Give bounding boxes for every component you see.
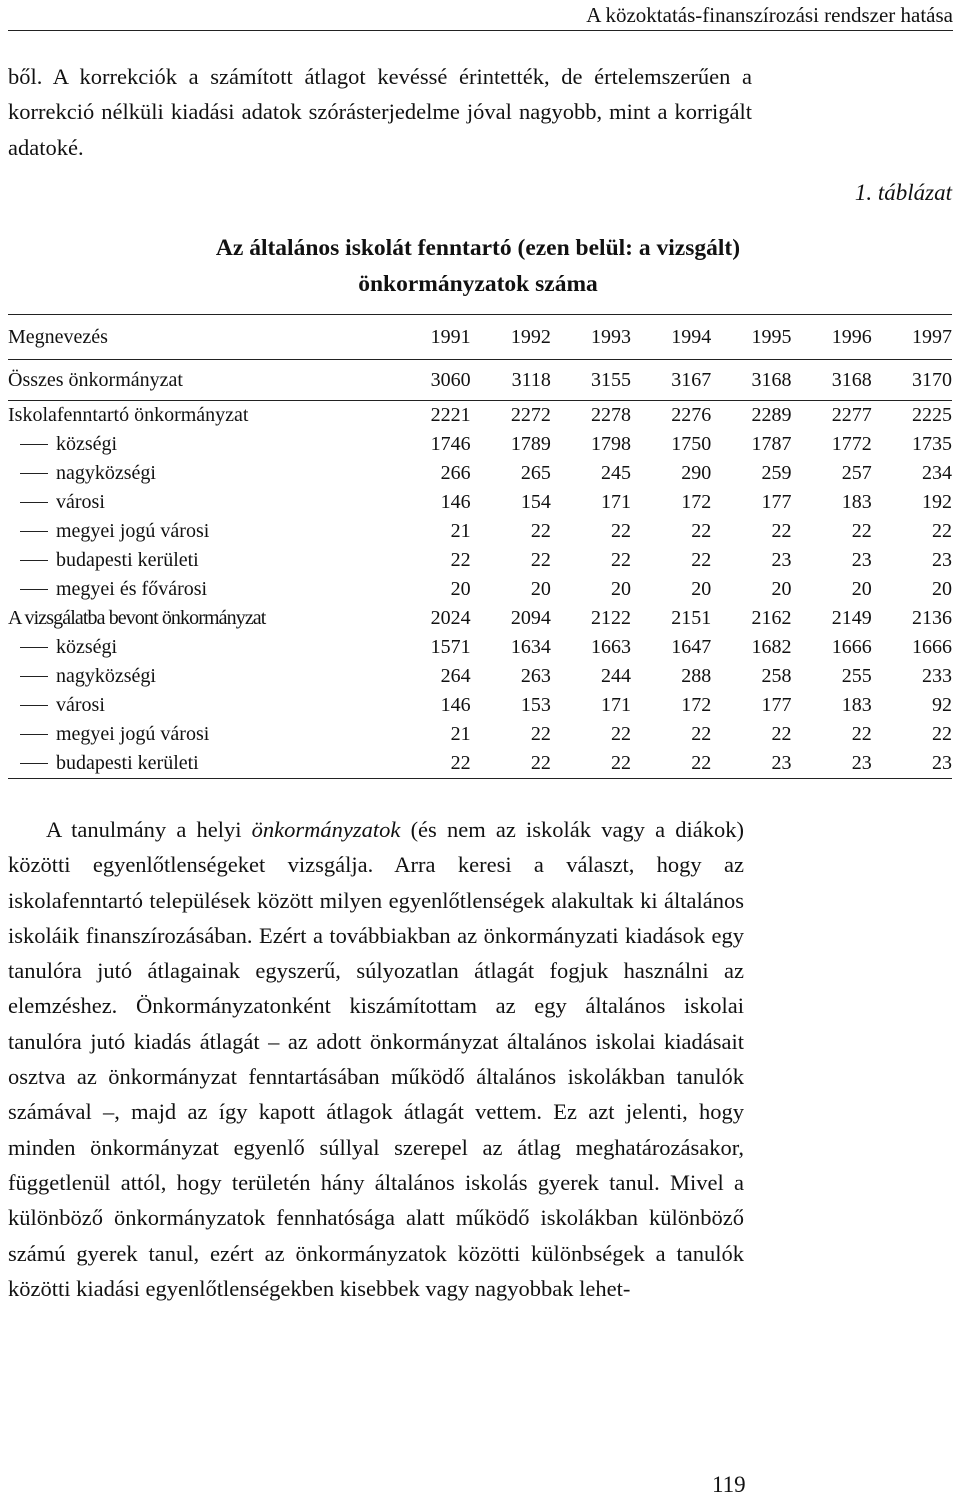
row-label-text: megyei jogú városi <box>56 723 210 745</box>
table-cell: 22 <box>691 549 712 571</box>
row-label <box>8 604 390 633</box>
header-cell: 1991 <box>390 315 470 360</box>
table-cell: 2225 <box>912 404 952 426</box>
table-cell: 20 <box>691 578 712 600</box>
row-label: Összes önkormányzat <box>8 360 390 401</box>
table-cell: 146 <box>440 491 471 513</box>
table-cell: 22 <box>611 723 632 745</box>
table-row <box>8 488 952 517</box>
dash-icon <box>20 444 48 445</box>
header-cell: 1994 <box>631 315 711 360</box>
dash-icon <box>20 734 48 735</box>
row-label <box>8 401 390 431</box>
table-cell: 1666 <box>831 636 872 658</box>
table-cell: 1746 <box>430 433 471 455</box>
table-row-total <box>8 360 952 401</box>
header-cell: Megnevezés <box>8 315 390 360</box>
table-cell: 23 <box>932 549 952 571</box>
table-title-line-2: önkormányzatok száma <box>358 271 598 297</box>
row-label-text: nagyközségi <box>56 665 156 687</box>
table-cell: 22 <box>551 749 631 779</box>
table-cell: 22 <box>771 520 792 542</box>
dash-icon <box>20 560 48 561</box>
dash-icon <box>20 763 48 764</box>
row-label-text: megyei jogú városi <box>56 520 210 542</box>
table-cell: 2221 <box>430 404 471 426</box>
table-cell: 3170 <box>872 360 952 401</box>
table-cell: 20 <box>932 578 952 600</box>
table-cell: 3060 <box>390 360 470 401</box>
row-label <box>8 691 390 720</box>
table-cell: 1787 <box>751 433 792 455</box>
row-label-text: községi <box>56 433 118 455</box>
table-cell: 257 <box>841 462 872 484</box>
table-label: 1. táblázat <box>854 180 952 205</box>
table-cell: 266 <box>440 462 471 484</box>
table-row <box>8 546 952 575</box>
dash-icon <box>20 502 48 503</box>
table-cell: 177 <box>761 694 792 716</box>
dash-icon <box>20 676 48 677</box>
table-cell: 22 <box>851 723 872 745</box>
table-row <box>8 749 952 779</box>
table-cell: 22 <box>932 723 952 745</box>
table-cell: 20 <box>851 578 872 600</box>
table-cell: 2149 <box>831 607 872 629</box>
row-label-text: községi <box>56 636 118 658</box>
table-title-line-1: Az általános iskolát fenntartó (ezen belül: a vizsgált) <box>215 235 741 261</box>
table-cell: 22 <box>450 549 471 571</box>
table-row <box>8 459 952 488</box>
table-cell: 2151 <box>671 607 712 629</box>
table-cell: 1735 <box>912 433 952 455</box>
table-cell: 264 <box>440 665 471 687</box>
table-cell: 23 <box>872 749 952 779</box>
table-cell: 255 <box>841 665 872 687</box>
table-cell: 22 <box>471 749 551 779</box>
table-cell: 1666 <box>912 636 952 658</box>
header-cell: 1997 <box>872 315 952 360</box>
table-cell: 20 <box>771 578 792 600</box>
table-cell: 3118 <box>471 360 551 401</box>
table-cell: 2272 <box>510 404 551 426</box>
table-cell: 23 <box>851 549 872 571</box>
table-cell: 288 <box>681 665 712 687</box>
table-cell: 244 <box>601 665 632 687</box>
table-cell: 265 <box>520 462 551 484</box>
row-label <box>8 517 390 546</box>
table-cell: 22 <box>611 520 632 542</box>
table-cell: 22 <box>691 723 712 745</box>
row-label-text: városi <box>56 491 105 513</box>
table-cell: 22 <box>771 723 792 745</box>
table-cell: 1750 <box>671 433 712 455</box>
table-cell: 92 <box>932 694 952 716</box>
table-cell: 171 <box>601 694 632 716</box>
table-cell: 2094 <box>510 607 551 629</box>
table-cell: 20 <box>611 578 632 600</box>
table-row <box>8 720 952 749</box>
row-label <box>8 546 390 575</box>
table-cell: 2122 <box>591 607 632 629</box>
table-cell: 22 <box>851 520 872 542</box>
table-cell: 171 <box>601 491 632 513</box>
row-label <box>8 633 390 662</box>
table-cell: 22 <box>530 723 551 745</box>
table-cell: 177 <box>761 491 792 513</box>
table-cell: 2136 <box>912 607 952 629</box>
row-label-text: megyei és fővárosi <box>56 578 208 600</box>
table-cell: 22 <box>691 520 712 542</box>
table-cell: 3168 <box>711 360 791 401</box>
table-cell: 20 <box>450 578 471 600</box>
body-text-part-2: (és nem az iskolák vagy a diákok) közötti egyenlőtlenségeket vizsgálja. Arra keresi a választ, hogy az iskolafenntartó települések között milyen egyenlőtlenségek alakultak ki általános iskoláik finanszírozásában. Ezért a továbbiakban az önkormányzati kiadások egy tanulóra jutó átlagainak egyszerű, súlyozatlan átlagát fogjuk használni az elemzéshez. Önkormányzatonként kiszámítottam az egy általános iskolai tanulóra jutó kiadás átlagát – az adott önkormányzat általános iskolai kiadásait osztva az önkormányzat fenntartásában működő általános iskolákban tanulók számával –, majd az így kapott átlagok átlagát vettem. Ez azt jelenti, hogy minden önkormányzat egyenlő súllyal szerepel az átlag meghatározásakor, függetlenül attól, hogy területén hány általános iskolás gyerek tanul. Mivel a különböző önkormányzatok fennhatósága alatt működő iskolákban különböző számú gyerek tanul, ezért az önkormányzatok közötti különbségek a tanulók közötti kiadási egyenlőtlenségekben kisebbek vagy nagyobbak lehet- <box>8 817 744 1301</box>
row-label-text: A vizsgálatba bevont önkormányzat <box>8 607 266 629</box>
table-cell: 2276 <box>671 404 712 426</box>
table-cell: 22 <box>932 520 952 542</box>
table-cell: 234 <box>922 462 952 484</box>
table-row <box>8 575 952 604</box>
intro-paragraph: ből. A korrekciók a számított átlagot kevéssé érintették, de értelemszerűen a korrekció nélküli kiadási adatok szórásterjedelme jóval nagyobb, mint a korrigált adatoké. <box>8 64 752 160</box>
table-cell: 22 <box>530 549 551 571</box>
table-cell: 245 <box>601 462 632 484</box>
table-cell: 23 <box>771 549 792 571</box>
table-cell: 1634 <box>510 636 551 658</box>
table-cell: 2278 <box>591 404 632 426</box>
table-cell: 2277 <box>831 404 872 426</box>
table-cell: 259 <box>761 462 792 484</box>
table-row <box>8 401 952 431</box>
table-cell: 183 <box>841 694 872 716</box>
row-label <box>8 430 390 459</box>
dash-icon <box>20 531 48 532</box>
body-text-part-1: A tanulmány a helyi <box>46 817 252 842</box>
table-cell: 154 <box>520 491 551 513</box>
table-cell: 263 <box>520 665 551 687</box>
table-cell: 22 <box>611 549 632 571</box>
row-label <box>8 488 390 517</box>
table-cell: 21 <box>450 723 471 745</box>
dash-icon <box>20 473 48 474</box>
table-cell: 2289 <box>751 404 792 426</box>
table-row <box>8 691 952 720</box>
table-row <box>8 662 952 691</box>
table-cell: 1571 <box>430 636 471 658</box>
table-cell: 146 <box>440 694 471 716</box>
table-cell: 1789 <box>510 433 551 455</box>
table-cell: 23 <box>791 749 871 779</box>
table-header-row <box>8 315 952 360</box>
header-cell: 1992 <box>471 315 551 360</box>
page-number: 119 <box>712 1472 746 1497</box>
row-label <box>8 459 390 488</box>
table-cell: 21 <box>450 520 471 542</box>
header-cell: 1995 <box>711 315 791 360</box>
table-cell: 1772 <box>831 433 872 455</box>
row-label <box>8 575 390 604</box>
table-cell: 233 <box>922 665 952 687</box>
row-label-text: városi <box>56 694 105 716</box>
row-label <box>8 720 390 749</box>
dash-icon <box>20 705 48 706</box>
table-cell: 22 <box>631 749 711 779</box>
dash-icon <box>20 647 48 648</box>
table-cell: 1647 <box>671 636 712 658</box>
row-label-text: Iskolafenntartó önkormányzat <box>8 404 249 426</box>
table-cell: 290 <box>681 462 712 484</box>
body-text-emphasis: önkormányzatok <box>251 817 401 842</box>
header-cell: 1993 <box>551 315 631 360</box>
table-row <box>8 604 952 633</box>
table-title <box>128 230 828 302</box>
table-cell: 3155 <box>551 360 631 401</box>
row-label-text: budapesti kerületi <box>56 549 199 571</box>
table-cell: 20 <box>530 578 551 600</box>
table-cell: 258 <box>761 665 792 687</box>
table-cell: 22 <box>530 520 551 542</box>
table-cell: 172 <box>681 491 712 513</box>
table-cell: 1663 <box>591 636 632 658</box>
table-cell: 23 <box>711 749 791 779</box>
data-table <box>8 314 952 779</box>
table-row <box>8 430 952 459</box>
table-cell: 172 <box>681 694 712 716</box>
table-cell: 22 <box>390 749 470 779</box>
table-cell: 1798 <box>591 433 632 455</box>
table-cell: 153 <box>520 694 551 716</box>
row-label <box>8 749 390 779</box>
running-head: A közoktatás-finanszírozási rendszer hatása <box>8 2 953 31</box>
table-cell: 3168 <box>791 360 871 401</box>
row-label-text: budapesti kerületi <box>56 752 199 774</box>
table-row <box>8 633 952 662</box>
table-cell: 2024 <box>430 607 471 629</box>
table-cell: 192 <box>922 491 952 513</box>
row-label <box>8 662 390 691</box>
body-paragraph <box>8 812 744 1306</box>
row-label-text: nagyközségi <box>56 462 156 484</box>
table-cell: 1682 <box>751 636 792 658</box>
table-cell: 2162 <box>751 607 792 629</box>
table-row <box>8 517 952 546</box>
table-cell: 183 <box>841 491 872 513</box>
dash-icon <box>20 589 48 590</box>
table-cell: 3167 <box>631 360 711 401</box>
header-cell: 1996 <box>791 315 871 360</box>
